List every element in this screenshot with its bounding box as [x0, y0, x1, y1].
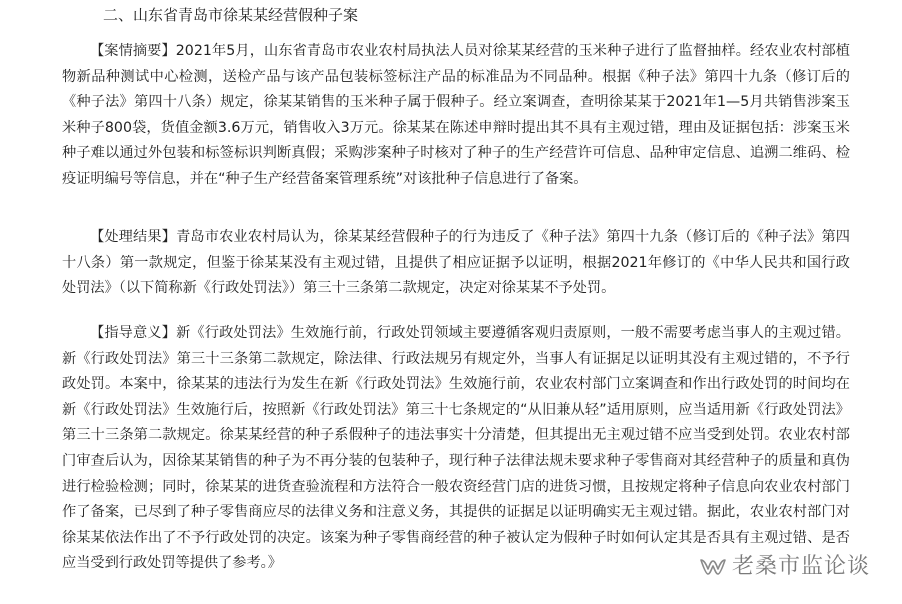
watermark-text: 老桑市监论谈	[731, 554, 870, 579]
guiding-significance-tag: 【指导意义】	[90, 325, 177, 341]
guiding-significance-text: 新《行政处罚法》生效施行前，行政处罚领域主要遵循客观归责原则，一般不需要考虑当事人的主观过错。新《行政处罚法》第三十三条第二款规定，除法律、行政法规另有规定外，当事人有证据足以证明其没有主观过错的，不予行政处罚。本案中，徐某某的违法行为发生在新《行政处罚法》生效施行前，农业农村部门立案调查和作出行政处罚的时间均在新《行政处罚法》生效施行后，按照新《行政处罚法》第三十七条规定的“从旧兼从轻”适用原则，应当适用新《行政处罚法》第三十三条第二款规定。徐某某经营的种子系假种子的违法事实十分清楚，但其提出无主观过错不应当受到处罚。农业农村部门审查后认为，因徐某某销售的种子为不再分装的包装种子，现行种子法律法规未要求种子零售商对其经营种子的质量和真伪进行检验检测；同时，徐某某的进货查验流程和方法符合一般农资经营门店的进货习惯，且按规定将种子信息向农业农村部门作了备案，已尽到了种子零售商应尽的法律义务和注意义务，其提供的证据足以证明确实无主观过错。据此，农业农村部门对徐某某依法作出了不予行政处罚的决定。该案为种子零售商经营的种子被认定为假种子时如何认定其是否具有主观过错、是否应当受到行政处罚等提供了参考。》	[62, 325, 850, 572]
wechat-channel-icon	[698, 555, 728, 579]
case-summary-paragraph	[62, 39, 850, 193]
handling-result-tag: 【处理结果】	[90, 229, 177, 245]
case-summary-tag: 【案情摘要】	[90, 43, 176, 59]
watermark	[692, 552, 874, 582]
case-summary-text: 2021年5月，山东省青岛市农业农村局执法人员对徐某某经营的玉米种子进行了监督抽样。经农业农村部植物新品种测试中心检测，送检产品与该产品包装标签标注产品的标准品为不同品种。根据《种子法》第四十九条（修订后的《种子法》第四十八条）规定，徐某某销售的玉米种子属于假种子。经立案调查，查明徐某某于2021年1—5月共销售涉案玉米种子800袋，货值金额3.6万元，销售收入3万元。徐某某在陈述申辩时提出其不具有主观过错，理由及证据包括：涉案玉米种子难以通过外包装和标签标识判断真假；采购涉案种子时核对了种子的生产经营许可信息、品种审定信息、追溯二维码、检疫证明编号等信息，并在“种子生产经营备案管理系统”对该批种子信息进行了备案。	[62, 43, 850, 187]
guiding-significance-paragraph	[62, 321, 850, 577]
handling-result-text: 青岛市农业农村局认为，徐某某经营假种子的行为违反了《种子法》第四十九条（修订后的《种子法》第四十八条）第一款规定，但鉴于徐某某没有主观过错，且提供了相应证据予以证明，根据2021年修订的《中华人民共和国行政处罚法》（以下简称新《行政处罚法》）第三十三条第二款规定，决定对徐某某不予处罚。	[62, 229, 850, 297]
section-heading: 二、山东省青岛市徐某某经营假种子案	[103, 6, 359, 24]
handling-result-paragraph	[62, 225, 850, 302]
